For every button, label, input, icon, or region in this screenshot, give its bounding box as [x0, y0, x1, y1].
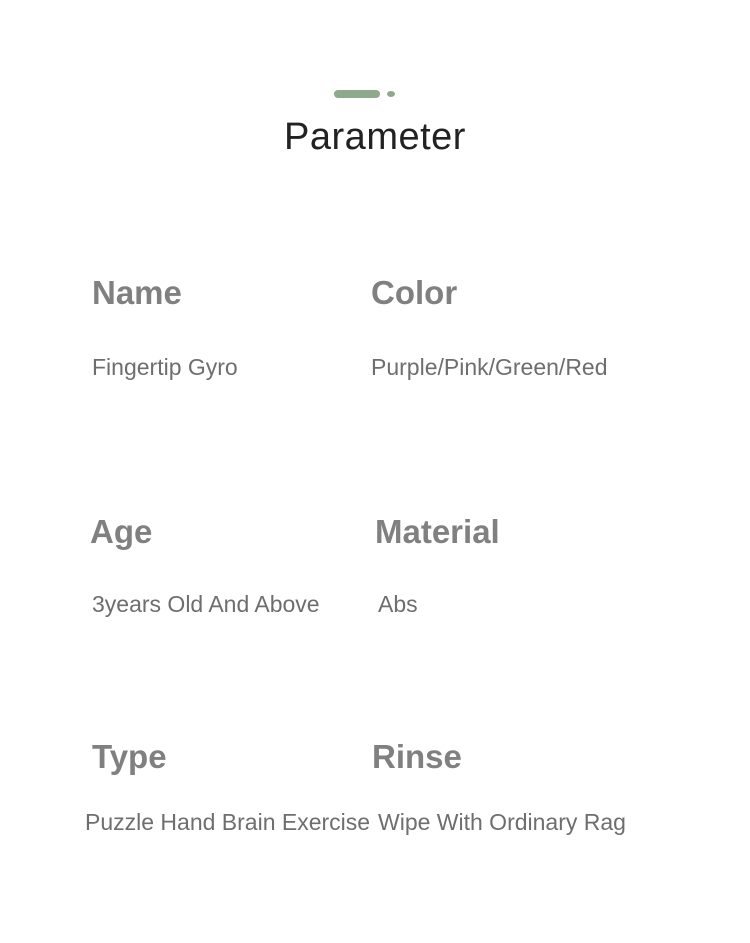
- param-label-material: Material: [375, 513, 500, 550]
- page-title: Parameter: [284, 116, 466, 158]
- param-value-type: Puzzle Hand Brain Exercise: [85, 809, 371, 835]
- param-label-name: Name: [92, 274, 182, 311]
- param-label-age: Age: [90, 513, 153, 550]
- param-value-age: 3years Old And Above: [92, 591, 320, 617]
- param-value-rinse: Wipe With Ordinary Rag: [378, 809, 626, 835]
- param-label-rinse: Rinse: [372, 738, 462, 775]
- param-label-color: Color: [371, 274, 458, 311]
- param-value-material: Abs: [378, 591, 418, 617]
- param-value-name: Fingertip Gyro: [92, 354, 238, 380]
- param-label-type: Type: [92, 738, 167, 775]
- title-accent-bar: [334, 90, 380, 98]
- title-accent-dot: [387, 91, 395, 97]
- param-value-color: Purple/Pink/Green/Red: [371, 354, 608, 380]
